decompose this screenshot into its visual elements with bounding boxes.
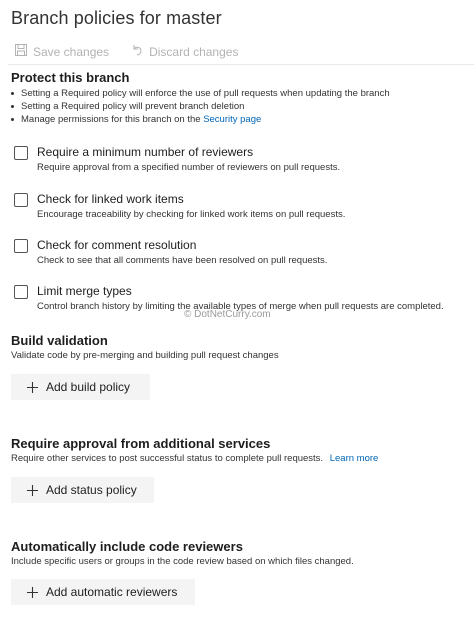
bullet-item xyxy=(11,87,390,100)
add-status-policy-label: Add status policy xyxy=(46,483,137,497)
status-services-heading: Require approval from additional services xyxy=(11,436,271,451)
plus-icon xyxy=(27,382,38,393)
save-changes-label: Save changes xyxy=(33,44,110,59)
protect-branch-bullets xyxy=(11,87,390,126)
save-icon xyxy=(15,44,33,59)
add-status-policy-button[interactable] xyxy=(11,477,154,503)
policy-description: Encourage traceability by checking for linked work items on pull requests. xyxy=(37,209,346,220)
page-title: Branch policies for master xyxy=(11,8,222,28)
bullet-item xyxy=(11,113,390,126)
add-automatic-reviewers-label: Add automatic reviewers xyxy=(46,585,178,599)
add-build-policy-button[interactable] xyxy=(11,374,150,400)
plus-icon xyxy=(27,485,38,496)
save-changes-button[interactable] xyxy=(15,44,109,59)
undo-icon xyxy=(131,44,149,59)
policy-description: Check to see that all comments have been resolved on pull requests. xyxy=(37,255,328,266)
linked-work-items-checkbox[interactable] xyxy=(14,193,28,207)
security-page-link[interactable]: Security page xyxy=(203,114,262,125)
policy-title: Require a minimum number of reviewers xyxy=(37,145,254,159)
bullet-text: Setting a Required policy will prevent branch deletion xyxy=(21,101,245,112)
bullet-item xyxy=(11,100,390,113)
discard-changes-label: Discard changes xyxy=(149,44,239,59)
learn-more-link[interactable]: Learn more xyxy=(329,453,379,464)
toolbar-divider xyxy=(8,64,474,65)
auto-reviewers-description: Include specific users or groups in the code review based on which files changed. xyxy=(11,556,354,567)
add-automatic-reviewers-button[interactable] xyxy=(11,579,195,605)
toolbar xyxy=(15,44,260,59)
build-validation-description: Validate code by pre-merging and building pull request changes xyxy=(11,350,279,361)
add-build-policy-label: Add build policy xyxy=(46,380,131,394)
policy-description: Control branch history by limiting the available types of merge when pull requests are completed. xyxy=(37,301,444,312)
bullet-text: Manage permissions for this branch on the xyxy=(21,114,201,125)
status-services-description-row xyxy=(11,453,378,464)
build-validation-heading: Build validation xyxy=(11,333,108,348)
watermark: © DotNetCurry.com xyxy=(184,309,271,320)
minimum-reviewers-checkbox[interactable] xyxy=(14,146,28,160)
policy-title: Limit merge types xyxy=(37,284,132,298)
discard-changes-button[interactable] xyxy=(131,44,238,59)
policy-description: Require approval from a specified number of reviewers on pull requests. xyxy=(37,162,341,173)
status-services-description: Require other services to post successful status to complete pull requests. xyxy=(11,453,324,464)
policy-title: Check for linked work items xyxy=(37,192,184,206)
plus-icon xyxy=(27,587,38,598)
protect-branch-heading: Protect this branch xyxy=(11,70,130,85)
bullet-text: Setting a Required policy will enforce the use of pull requests when updating the branch xyxy=(21,88,390,99)
limit-merge-types-checkbox[interactable] xyxy=(14,285,28,299)
policy-title: Check for comment resolution xyxy=(37,238,197,252)
auto-reviewers-heading: Automatically include code reviewers xyxy=(11,539,243,554)
comment-resolution-checkbox[interactable] xyxy=(14,239,28,253)
